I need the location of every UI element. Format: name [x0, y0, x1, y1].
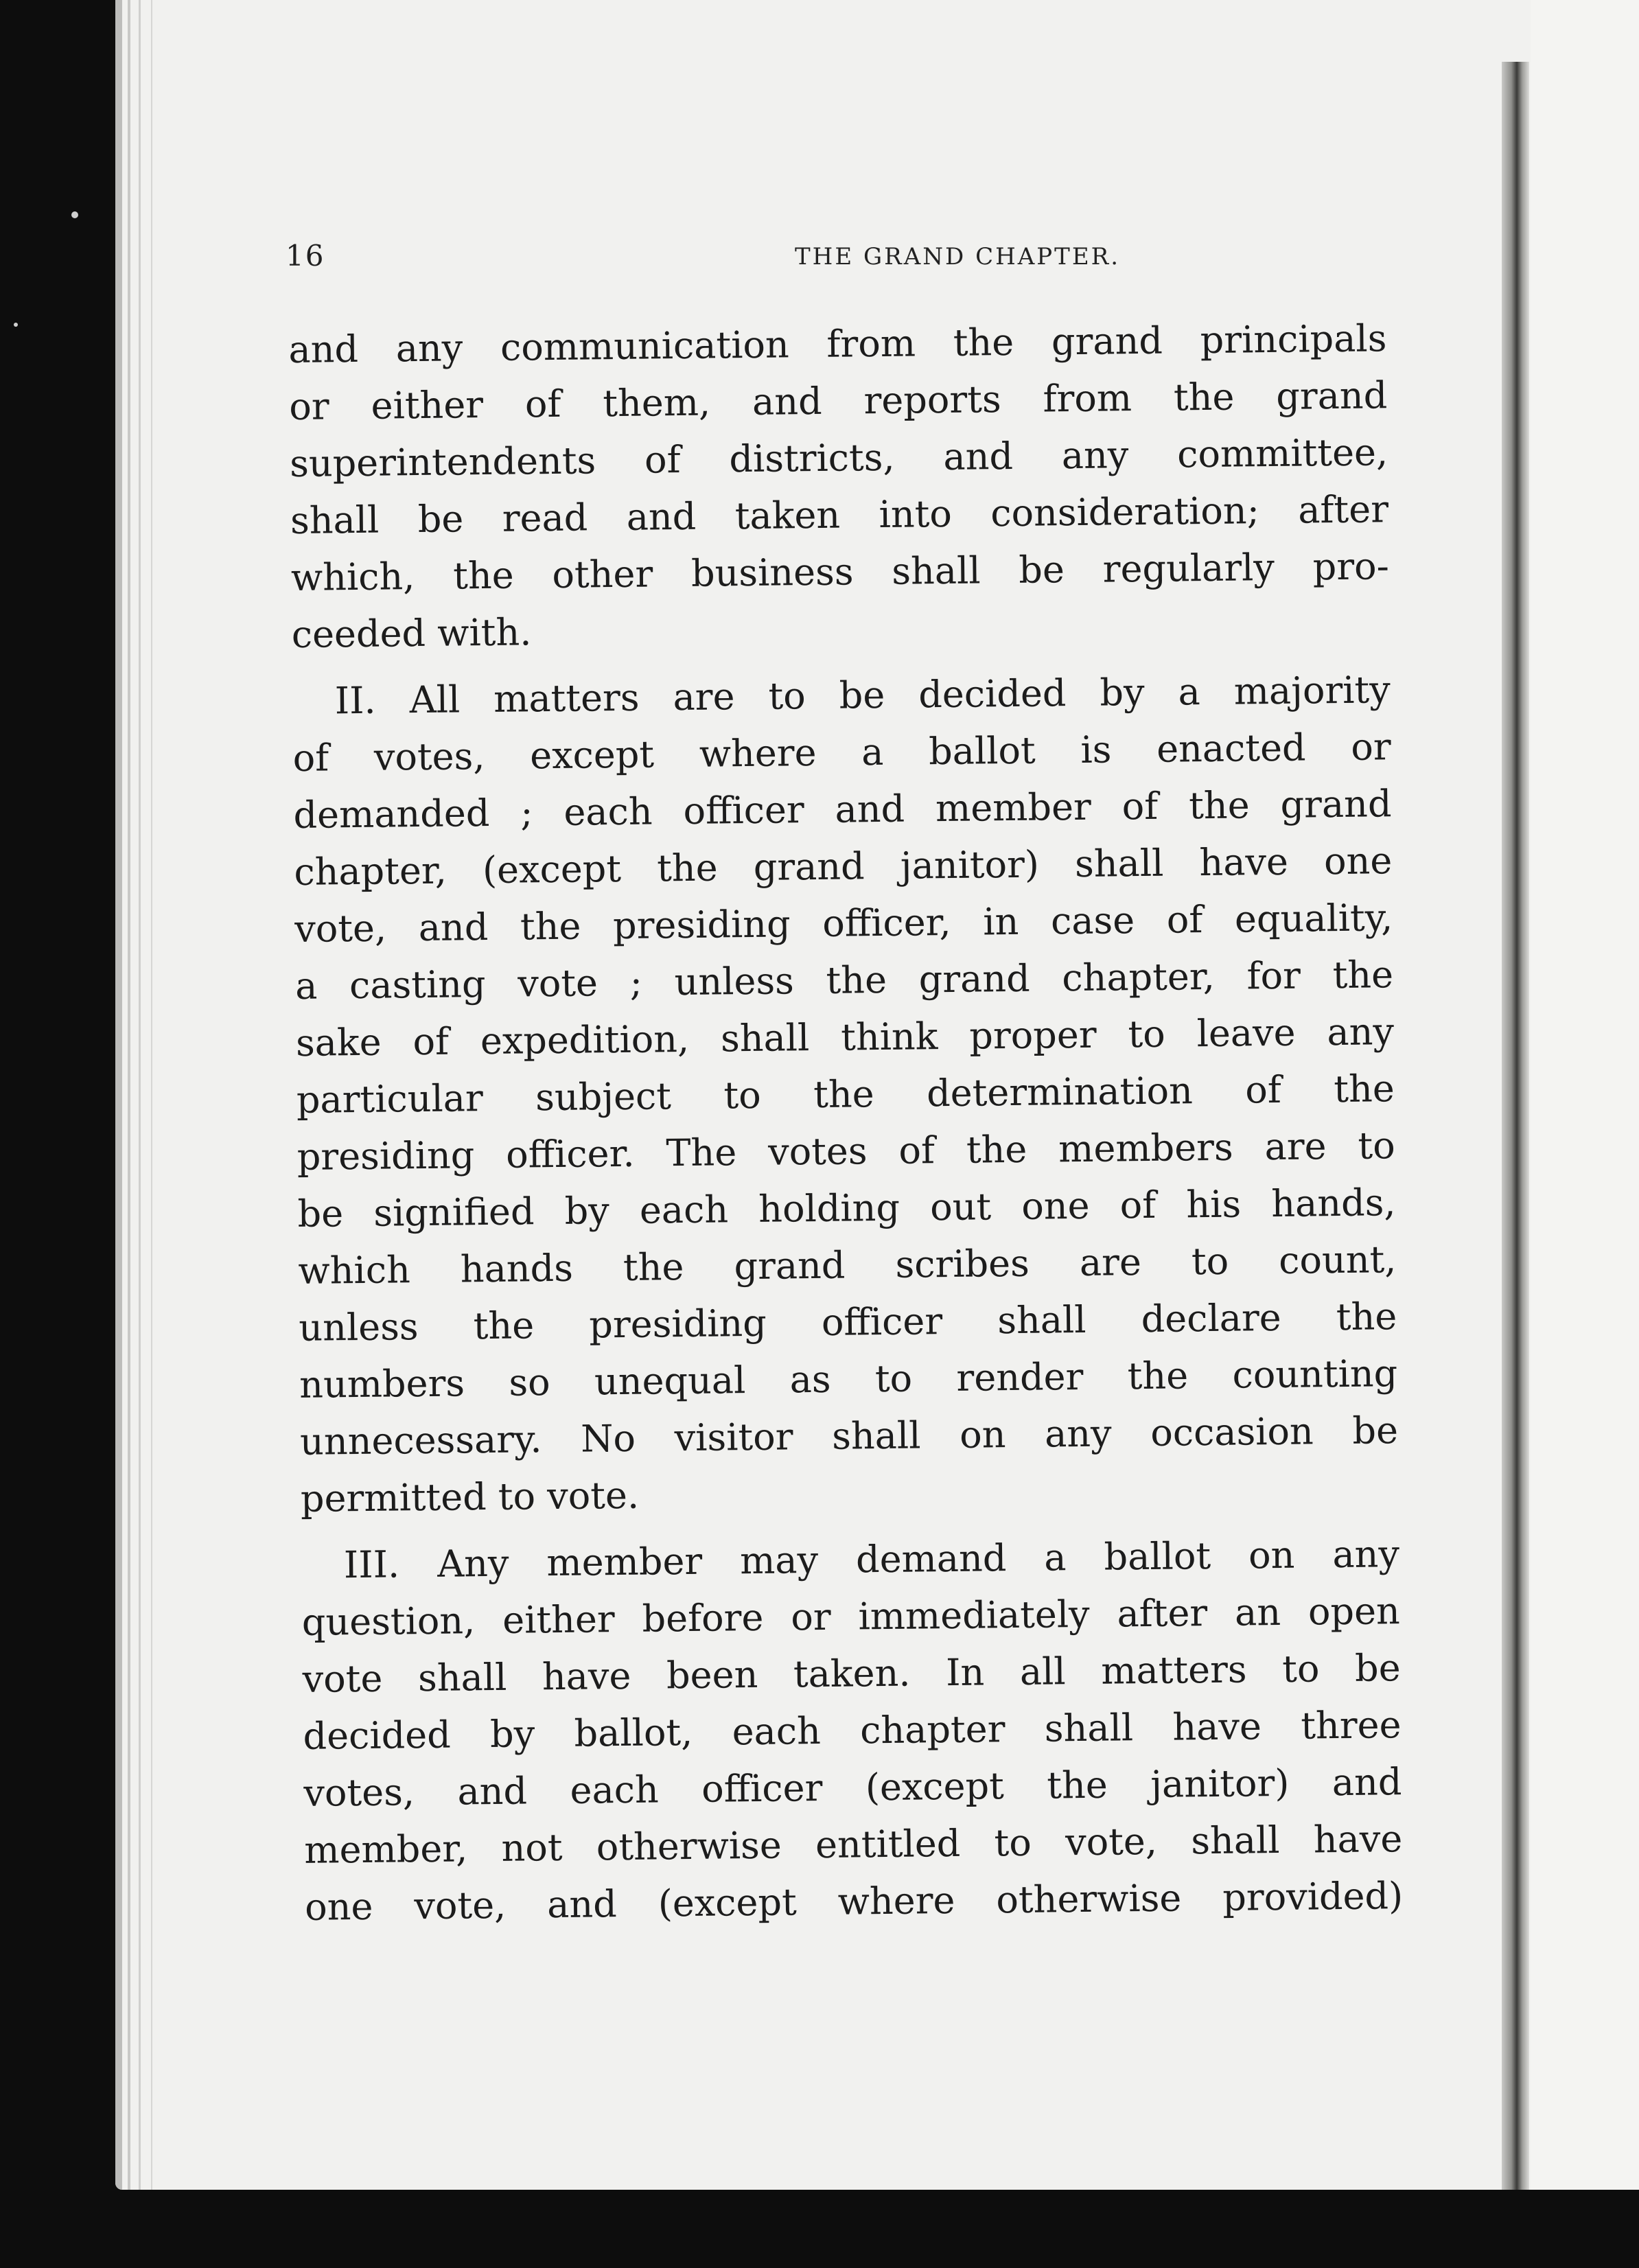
text-line: question, either before or immediately after an open [301, 1589, 1401, 1644]
text-line: particular subject to the determination of the [296, 1067, 1395, 1122]
text-line: vote, and the presiding officer, in case of equality, [294, 896, 1393, 951]
text-line: presiding officer. The votes of the members are to [297, 1124, 1395, 1179]
text-line: which, the other business shall be regularly pro- [290, 544, 1390, 599]
text-line: decided by ballot, each chapter shall have three [303, 1703, 1402, 1758]
text-line: be signified by each holding out one of his hands, [297, 1181, 1396, 1236]
page-edge [115, 0, 122, 2190]
text-line: one vote, and (except where otherwise provided) [304, 1874, 1404, 1929]
text-line: shall be read and taken into consideration; after [290, 487, 1389, 542]
text-line: unless the presiding officer shall declare the [299, 1295, 1397, 1350]
text-line: or either of them, and reports from the grand [288, 373, 1388, 428]
body-text [288, 310, 1404, 1936]
scan-speck [71, 211, 78, 218]
paragraph-continuation [288, 310, 1390, 663]
running-head: THE GRAND CHAPTER. [795, 243, 1121, 270]
page-edge [128, 0, 130, 2190]
text-line: votes, and each officer (except the janitor) and [303, 1760, 1402, 1815]
text-line: of votes, except where a ballot is enacted or [292, 725, 1391, 780]
text-line: III. Any member may demand a ballot on any [343, 1532, 1400, 1587]
text-line: which hands the grand scribes are to count, [298, 1238, 1397, 1293]
text-line: member, not otherwise entitled to vote, shall have [303, 1817, 1403, 1872]
text-line: chapter, (except the grand janitor) shall have one [294, 839, 1393, 894]
scan-speck [14, 323, 18, 327]
page-number: 16 [286, 239, 325, 273]
page-header [286, 239, 1493, 287]
text-line: sake of expedition, shall think proper to leave any [295, 1010, 1395, 1065]
paragraph-ii [292, 661, 1399, 1527]
text-line: demanded ; each officer and member of the grand [293, 782, 1392, 837]
page-edge [151, 0, 152, 2190]
text-line: numbers so unequal as to render the counting [299, 1352, 1398, 1407]
text-line: II. All matters are to be decided by a majority [334, 668, 1391, 723]
text-line: superintendents of districts, and any committee, [289, 430, 1388, 485]
text-line: vote shall have been taken. In all matters to be [302, 1646, 1401, 1701]
text-line: permitted to vote. [300, 1473, 640, 1520]
text-line: a casting vote ; unless the grand chapter, for the [294, 953, 1394, 1008]
page-edge [139, 0, 141, 2190]
text-line: ceeded with. [291, 610, 532, 656]
paragraph-iii [301, 1525, 1404, 1936]
text-line: and any communication from the grand principals [288, 316, 1387, 371]
book-gutter [1502, 62, 1529, 2190]
text-line: unnecessary. No visitor shall on any occasion be [299, 1409, 1399, 1463]
facing-page [1531, 0, 1639, 2190]
